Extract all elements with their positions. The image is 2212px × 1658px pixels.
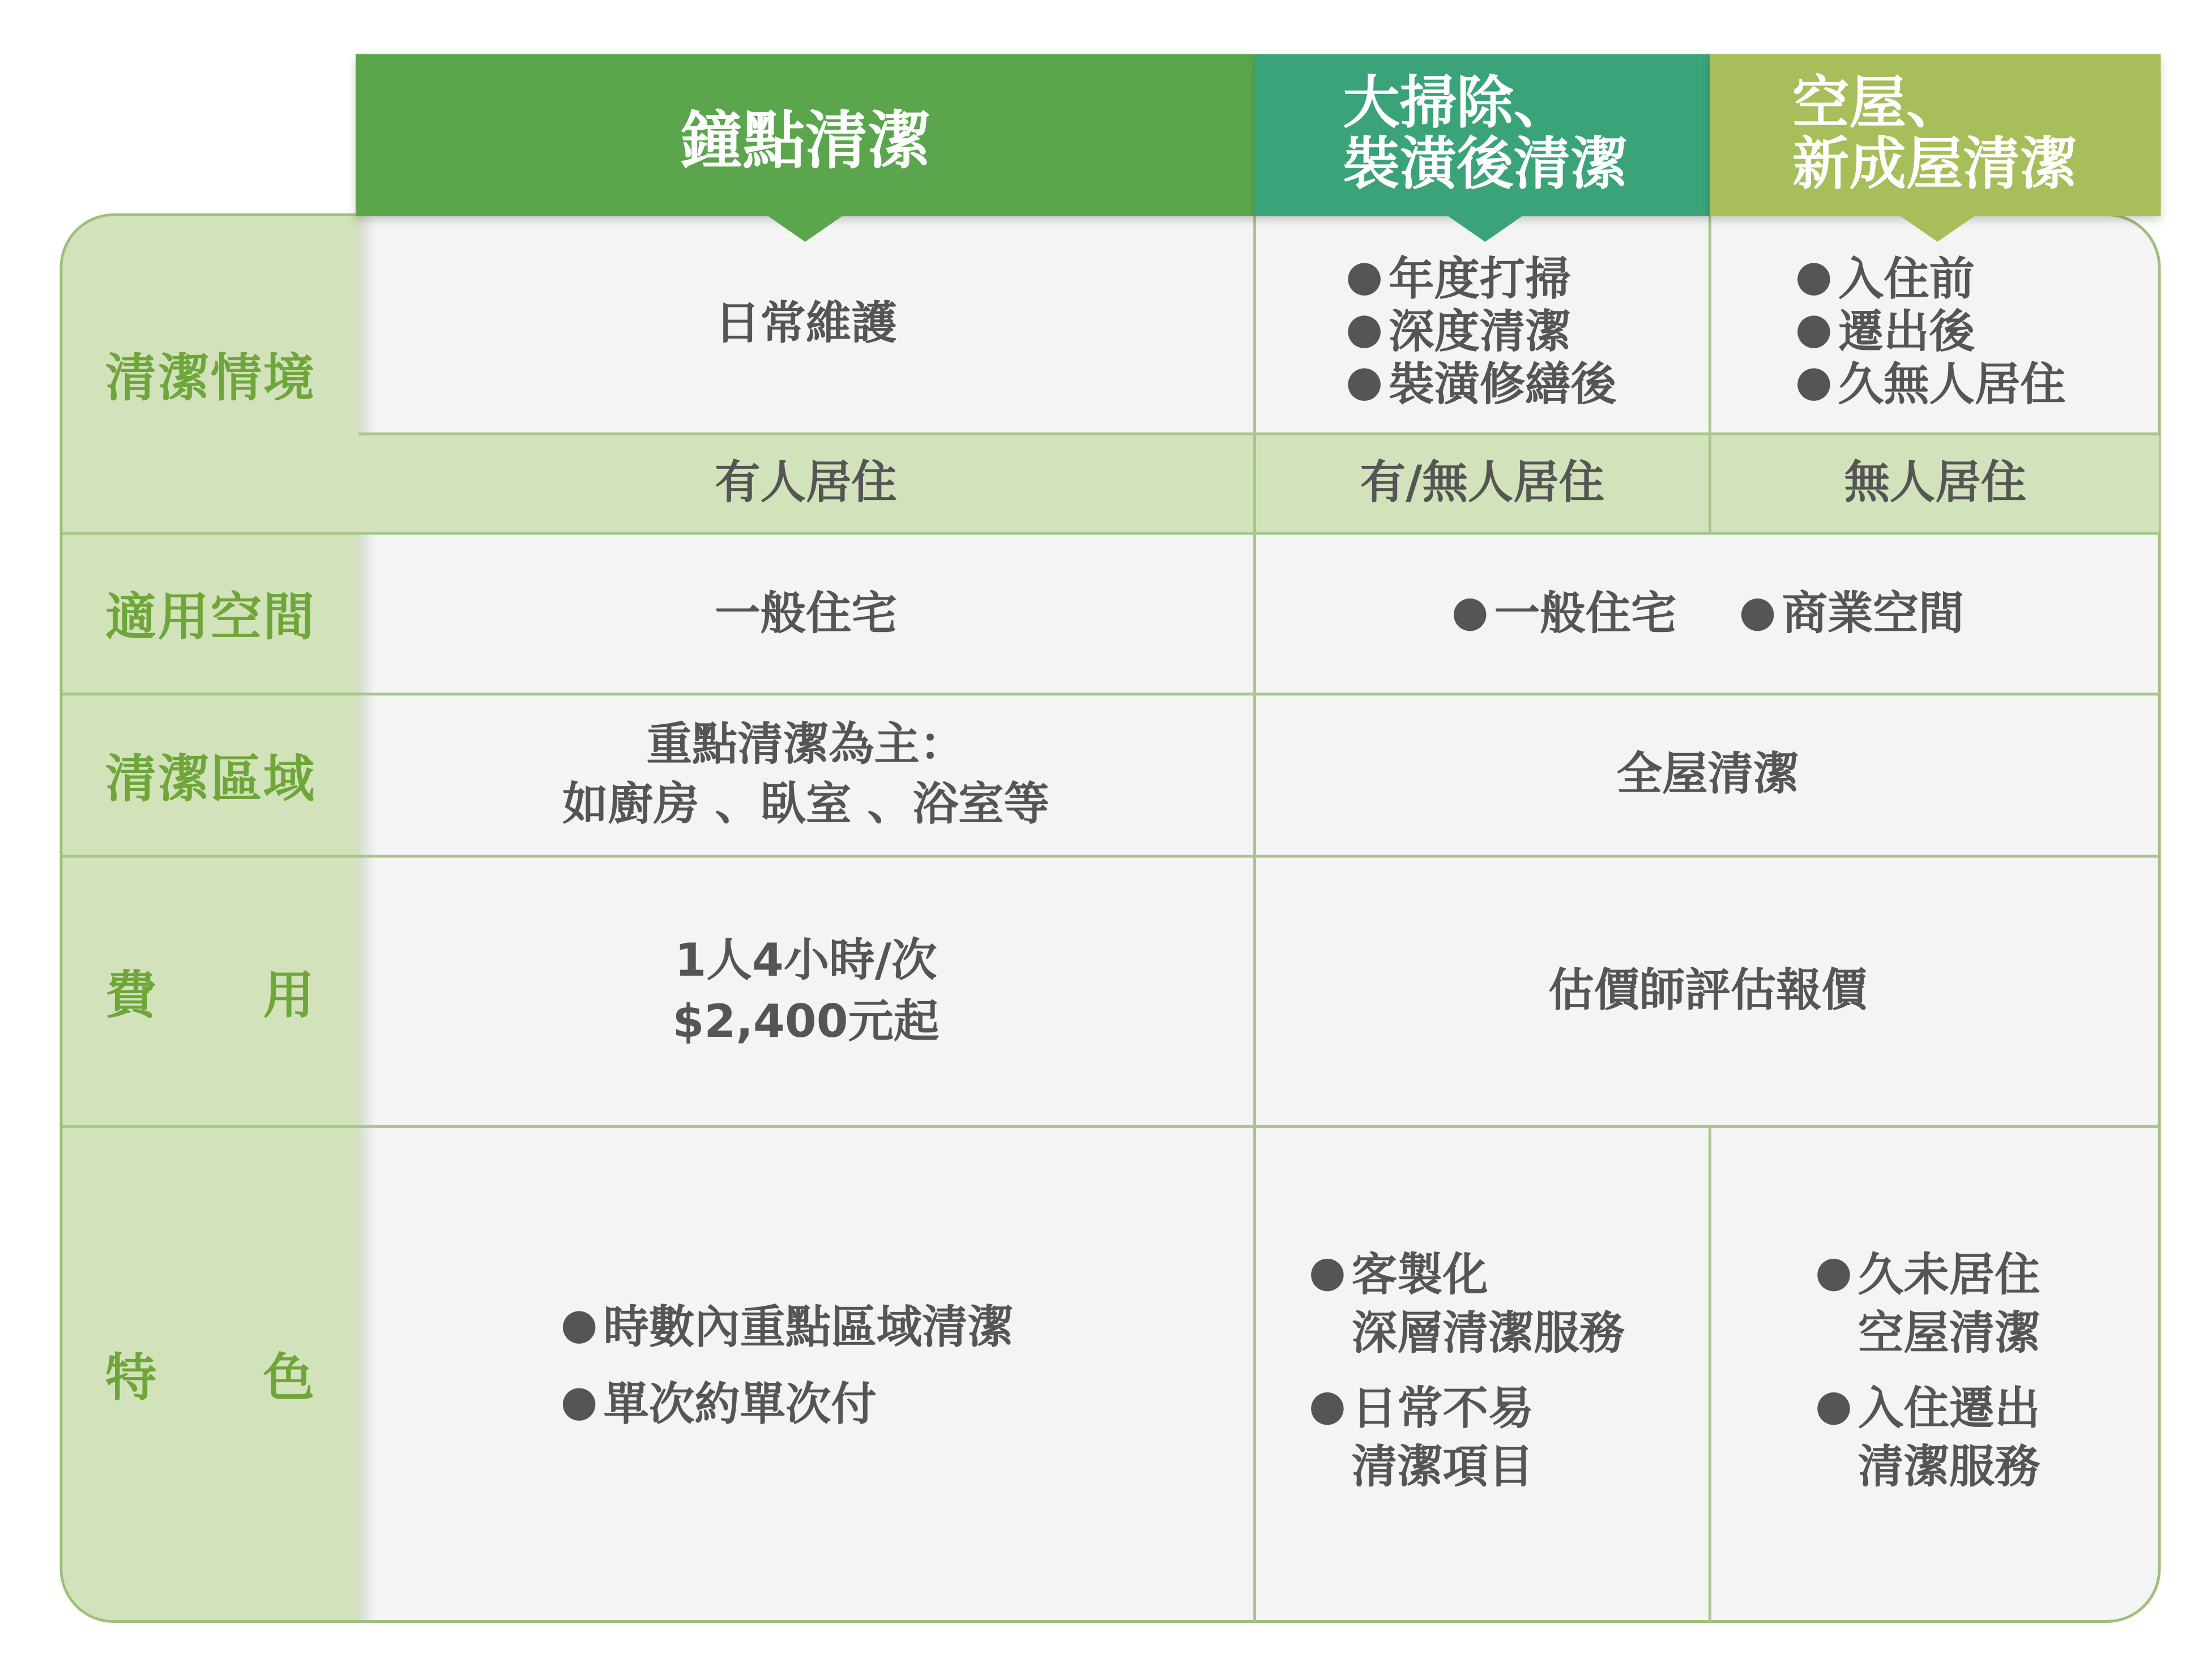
row-label-area: 清潔區域 <box>105 750 316 809</box>
occupancy-vacant: 無人居住 <box>1844 455 2027 510</box>
list-item: ● 商業空間 <box>1739 586 1965 640</box>
header-hourly-label: 鐘點清潔 <box>680 105 930 178</box>
list-item: ● 日常不易 清潔項目 <box>1308 1381 1534 1494</box>
list-item: ● 年度打掃 <box>1346 251 1571 306</box>
list-item: ● 久未居住 空屋清潔 <box>1815 1247 2040 1360</box>
list-item: ● 入住遷出 清潔服務 <box>1815 1381 2040 1494</box>
area-hourly: 重點清潔為主： 如廚房 、臥室 、浴室等 <box>562 717 1049 831</box>
list-item: ● 遷出後 <box>1795 304 1975 359</box>
list-item: ● 深度清潔 <box>1346 304 1571 359</box>
header-hourly-cleaning <box>356 54 1255 216</box>
header-vacant-line2: 新成屋清潔 <box>1792 132 2077 198</box>
feature-deep-list <box>1309 1246 1701 1516</box>
feature-hourly-list <box>561 1289 1158 1474</box>
scenario-deep-list <box>1346 253 1701 424</box>
area-deep-vacant: 全屋清潔 <box>1616 747 1799 801</box>
space-deep-vacant <box>1256 535 2159 693</box>
occupancy-hourly: 有人居住 <box>715 455 897 510</box>
space-hourly: 一般住宅 <box>715 586 897 640</box>
list-item: ● 單次約單次付 <box>560 1377 877 1431</box>
list-item: ● 客製化 深層清潔服務 <box>1308 1247 1625 1360</box>
list-item: ● 一般住宅 <box>1451 586 1677 640</box>
header-deep-line2: 裝潢後清潔 <box>1343 132 1628 198</box>
list-item: ● 久無人居住 <box>1795 357 2066 412</box>
fee-deep-vacant: 估價師評估報價 <box>1548 963 1867 1018</box>
header-deep-cleaning <box>1254 54 1710 216</box>
header-deep-line1: 大掃除、 <box>1343 71 1571 136</box>
occupancy-deep: 有/無人居住 <box>1360 455 1605 510</box>
list-item: ● 裝潢修繕後 <box>1346 357 1617 412</box>
list-item: ● 入住前 <box>1795 251 1975 306</box>
fee-hourly: 1人4小時/次 $2,400元起 <box>672 933 940 1049</box>
scenario-hourly: 日常維護 <box>715 296 897 351</box>
row-label-feature: 特 色 <box>105 1349 316 1408</box>
row-label-space: 適用空間 <box>105 588 316 647</box>
row-label-fee: 費 用 <box>105 966 316 1025</box>
scenario-vacant-list <box>1795 253 2151 424</box>
header-vacant-cleaning <box>1710 54 2160 216</box>
list-item: ● 時數內重點區域清潔 <box>560 1300 1013 1354</box>
header-vacant-line1: 空屋、 <box>1792 71 1963 136</box>
row-label-scenario: 清潔情境 <box>105 349 316 408</box>
feature-vacant-list <box>1815 1246 2151 1516</box>
